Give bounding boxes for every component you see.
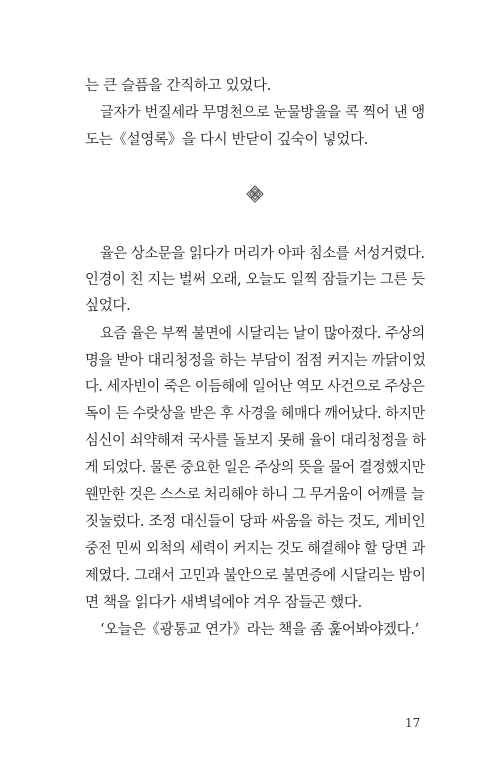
text-line: 도는《설영록》을 다시 반닫이 깊숙이 넣었다. (85, 132, 368, 148)
text-line: 심신이 쇠약해져 국사를 돌보지 못해 율이 대리청정을 하 (85, 433, 426, 449)
knot-ornament-icon (246, 185, 264, 203)
text-line: 싶었다. (85, 298, 131, 314)
text-line: 짓눌렀다. 조정 대신들이 당파 싸움을 하는 것도, 게비인 (85, 514, 426, 530)
text-line: 명을 받아 대리청정을 하는 부담이 점점 커지는 까닭이었 (85, 353, 426, 369)
text-line: 독이 든 수랏상을 받은 후 사경을 헤매다 깨어났다. 하지만 (85, 406, 425, 422)
text-line: 다. 세자빈이 죽은 이듬해에 일어난 역모 사건으로 주상은 (85, 379, 425, 395)
text-line: 인경이 친 지는 벌써 오래, 오늘도 일찍 잠들기는 그른 듯 (85, 272, 425, 288)
page-number: 17 (405, 716, 421, 730)
text-line: ‘오늘은《광통교 연가》라는 책을 좀 훑어봐야겠다.’ (100, 622, 419, 638)
text-line: 게 되었다. 물론 중요한 일은 주상의 뜻을 물어 결정했지만 (85, 460, 425, 476)
text-line: 율은 상소문을 읽다가 머리가 아파 침소를 서성거렸다. (100, 246, 425, 262)
text-line: 요즘 율은 부쩍 불면에 시달리는 날이 많아졌다. 주상의 (100, 326, 425, 342)
text-line: 글자가 번질세라 무명천으로 눈물방울을 콕 찍어 낸 앵 (100, 105, 425, 121)
text-line: 면 책을 읽다가 새벽녘에야 겨우 잠들곤 했다. (85, 595, 362, 611)
text-line: 는 큰 슬픔을 간직하고 있었다. (85, 78, 272, 94)
text-line: 웬만한 것은 스스로 처리해야 하니 그 무거움이 어깨를 늘 (85, 487, 425, 503)
text-line: 제였다. 그래서 고민과 불안으로 불면증에 시달리는 밤이 (85, 568, 426, 584)
text-line: 중전 민씨 외척의 세력이 커지는 것도 해결해야 할 당면 과 (85, 541, 425, 557)
